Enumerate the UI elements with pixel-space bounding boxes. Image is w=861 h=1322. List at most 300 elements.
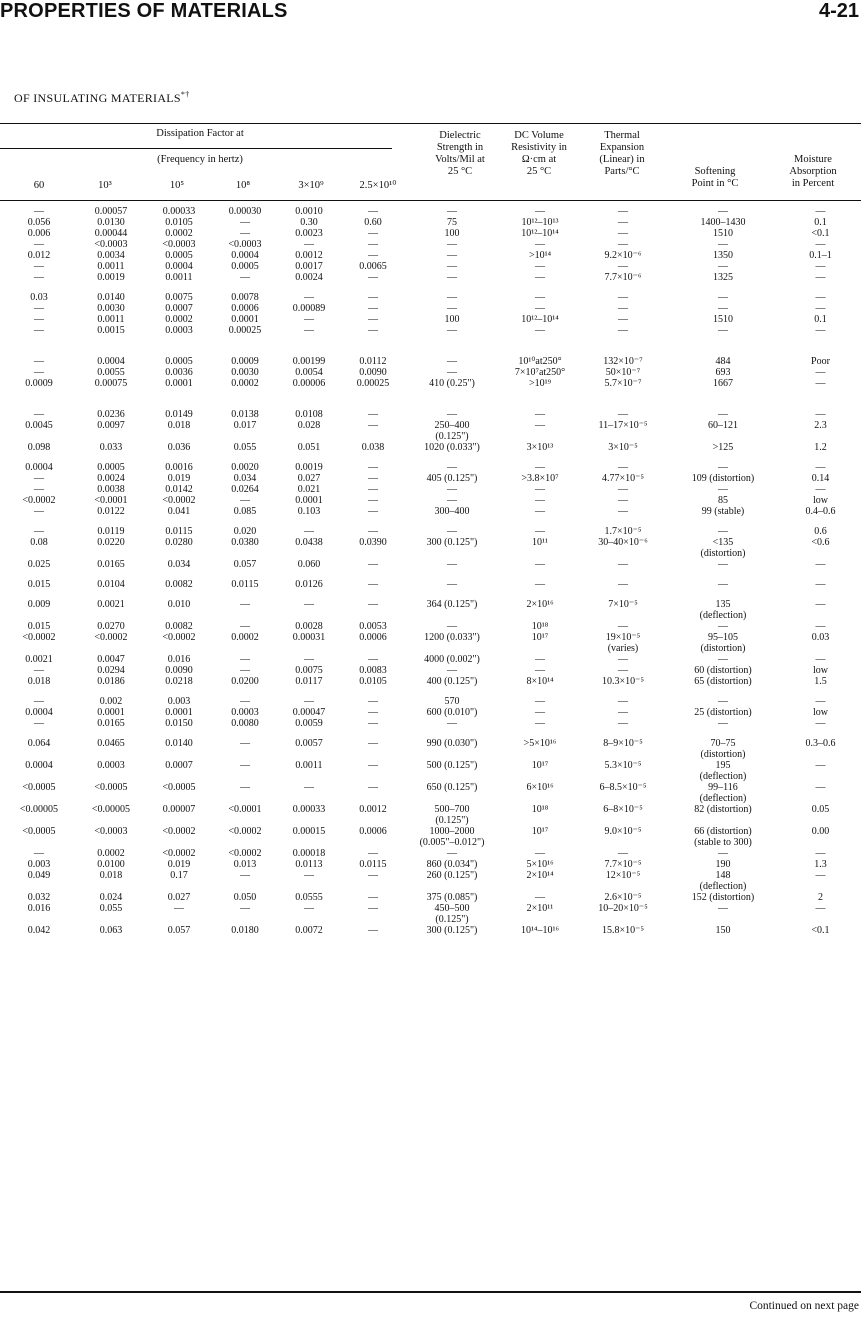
cell-softening-point: — — [718, 903, 728, 914]
cell-thermal-expansion: 15.8×10⁻⁵ — [602, 925, 644, 936]
cell-df-1e3: 0.0038 — [97, 484, 125, 495]
cell-dielectric-strength: — — [447, 718, 457, 729]
cell-dielectric-strength: — — [447, 272, 457, 283]
cell-df-3e9: 0.00015 — [292, 826, 326, 837]
cell-df-2-5e10: — — [368, 892, 378, 903]
cell-df-60: 0.006 — [27, 228, 51, 239]
table-row — [0, 632, 861, 654]
table-row — [0, 484, 861, 495]
cell-df-1e5: 0.019 — [167, 859, 191, 870]
table-row — [0, 654, 861, 665]
table-row — [0, 676, 861, 687]
cell-df-1e8: 0.050 — [233, 892, 257, 903]
cell-moisture-absorption: low — [813, 707, 828, 718]
cell-df-1e3: 0.0005 — [97, 462, 125, 473]
cell-df-1e3: 0.0004 — [97, 356, 125, 367]
table-row — [0, 303, 861, 314]
cell-softening-point: >125 — [712, 442, 734, 453]
cell-df-2-5e10: — — [368, 707, 378, 718]
cell-volume-resistivity: >10¹⁴ — [528, 250, 552, 261]
table-row — [0, 859, 861, 870]
cell-volume-resistivity: 10¹²–10¹⁴ — [521, 314, 559, 325]
cell-df-1e8: 0.0380 — [231, 537, 259, 548]
cell-volume-resistivity: — — [535, 654, 545, 665]
cell-df-2-5e10: — — [368, 718, 378, 729]
spacer-cell — [0, 336, 861, 356]
cell-df-1e5: 0.018 — [167, 420, 191, 431]
cell-df-1e3: 0.0104 — [97, 579, 125, 590]
page-number: 4-21 — [818, 0, 859, 22]
header-bottom-rule — [0, 200, 861, 201]
row-spacer — [0, 517, 861, 526]
cell-df-1e8: 0.00025 — [228, 325, 262, 336]
table-row — [0, 473, 861, 484]
table-bottom-rule — [0, 1291, 861, 1293]
cell-volume-resistivity: — — [535, 718, 545, 729]
table-row — [0, 707, 861, 718]
cell-volume-resistivity: 10¹⁴–10¹⁶ — [521, 925, 559, 936]
cell-softening-point: 109 (distortion) — [691, 473, 755, 484]
cell-moisture-absorption: — — [815, 599, 826, 610]
cell-df-3e9: 0.00006 — [292, 378, 326, 389]
cell-df-2-5e10: 0.0090 — [359, 367, 387, 378]
cell-df-2-5e10: — — [368, 738, 378, 749]
cell-df-1e8: 0.0002 — [231, 378, 259, 389]
cell-softening-point: — — [718, 718, 728, 729]
cell-volume-resistivity: 6×10¹⁶ — [526, 782, 554, 793]
table-row — [0, 261, 861, 272]
cell-df-3e9: — — [304, 654, 314, 665]
cell-dielectric-strength: 260 (0.125") — [426, 870, 478, 881]
cell-df-1e8: — — [240, 760, 250, 771]
cell-volume-resistivity: — — [535, 696, 545, 707]
cell-df-3e9: — — [304, 599, 314, 610]
cell-df-2-5e10: — — [368, 495, 378, 506]
cell-thermal-expansion: 2.6×10⁻⁵ — [604, 892, 642, 903]
cell-df-3e9: 0.060 — [297, 559, 321, 570]
cell-moisture-absorption: — — [815, 325, 826, 336]
cell-moisture-absorption: — — [815, 303, 826, 314]
cell-df-1e8: 0.00030 — [228, 206, 262, 217]
cell-moisture-absorption: — — [815, 903, 826, 914]
cell-df-3e9: 0.103 — [297, 506, 321, 517]
cell-softening-point: 65 (distortion) — [694, 676, 752, 687]
cell-df-2-5e10: — — [368, 696, 378, 707]
cell-moisture-absorption: — — [815, 621, 826, 632]
cell-df-3e9: — — [304, 782, 314, 793]
cell-df-1e8: — — [240, 696, 250, 707]
cell-thermal-expansion: — — [618, 621, 628, 632]
cell-df-1e3: <0.0001 — [94, 495, 128, 506]
cell-df-60: — — [34, 473, 44, 484]
cell-df-60: — — [34, 314, 44, 325]
cell-volume-resistivity: — — [535, 261, 545, 272]
cell-df-1e3: 0.018 — [99, 870, 123, 881]
cell-df-2-5e10: — — [368, 420, 378, 431]
cell-df-1e5: 0.016 — [167, 654, 191, 665]
cell-moisture-absorption: — — [815, 782, 826, 793]
cell-dielectric-strength: 4000 (0.002") — [424, 654, 480, 665]
cell-thermal-expansion: — — [618, 559, 628, 570]
cell-df-1e5: 0.0001 — [165, 707, 193, 718]
cell-df-1e5: 0.0016 — [165, 462, 193, 473]
cell-df-1e3: 0.0270 — [97, 621, 125, 632]
cell-df-1e3: 0.00044 — [94, 228, 128, 239]
table-row — [0, 314, 861, 325]
cell-volume-resistivity: — — [535, 665, 545, 676]
cell-df-2-5e10: — — [368, 559, 378, 570]
table-row — [0, 495, 861, 506]
cell-thermal-expansion: 7.7×10⁻⁵ — [604, 859, 642, 870]
cell-dielectric-strength: 300 (0.125") — [426, 925, 478, 936]
cell-df-1e5: 0.019 — [167, 473, 191, 484]
cell-softening-point: 1400–1430 — [700, 217, 746, 228]
cell-volume-resistivity: — — [535, 484, 545, 495]
cell-df-60: — — [34, 239, 44, 250]
cell-thermal-expansion: 7×10⁻⁵ — [608, 599, 638, 610]
cell-df-1e5: 0.027 — [167, 892, 191, 903]
cell-df-3e9: 0.0113 — [295, 859, 323, 870]
cell-df-2-5e10: 0.0012 — [359, 804, 387, 815]
table-row — [0, 367, 861, 378]
table-row — [0, 325, 861, 336]
cell-df-3e9: 0.0126 — [295, 579, 323, 590]
cell-softening-point: — — [718, 848, 728, 859]
cell-df-1e8: 0.0003 — [231, 707, 259, 718]
table-row — [0, 718, 861, 729]
cell-df-3e9: 0.00033 — [292, 804, 326, 815]
cell-softening-point: — — [718, 325, 728, 336]
cell-volume-resistivity: — — [535, 239, 545, 250]
cell-thermal-expansion: — — [618, 292, 628, 303]
cell-dielectric-strength: 570 — [444, 696, 460, 707]
cell-df-3e9: 0.00047 — [292, 707, 326, 718]
cell-df-2-5e10: 0.0006 — [359, 826, 387, 837]
cell-volume-resistivity: 10¹²–10¹⁴ — [521, 228, 559, 239]
cell-dielectric-strength: 300 (0.125") — [426, 537, 478, 548]
cell-dielectric-strength: — — [447, 559, 457, 570]
running-header — [0, 0, 861, 24]
cell-df-60: — — [34, 718, 44, 729]
cell-df-3e9: 0.0057 — [295, 738, 323, 749]
caption-note: *† — [180, 90, 190, 99]
cell-dielectric-strength: 250–400 (0.125") — [434, 420, 470, 442]
table-row — [0, 925, 861, 936]
cell-softening-point: — — [718, 462, 728, 473]
cell-thermal-expansion: — — [618, 696, 628, 707]
cell-volume-resistivity: — — [535, 848, 545, 859]
cell-df-1e3: 0.0130 — [97, 217, 125, 228]
cell-df-1e5: 0.0005 — [165, 356, 193, 367]
cell-moisture-absorption: low — [813, 495, 828, 506]
cell-df-1e3: 0.0003 — [97, 760, 125, 771]
cell-df-60: — — [34, 325, 44, 336]
table-row — [0, 579, 861, 590]
cell-df-1e5: 0.0142 — [165, 484, 193, 495]
cell-softening-point: 99–116 (deflection) — [699, 782, 747, 804]
table-row — [0, 903, 861, 925]
cell-df-2-5e10: — — [368, 462, 378, 473]
table-row — [0, 272, 861, 283]
cell-df-3e9: 0.0075 — [295, 665, 323, 676]
cell-df-3e9: 0.0438 — [295, 537, 323, 548]
cell-df-3e9: 0.028 — [297, 420, 321, 431]
freq-60: 60 — [33, 180, 45, 191]
cell-df-1e3: <0.0002 — [94, 632, 128, 643]
cell-softening-point: 1510 — [713, 314, 733, 325]
cell-df-1e3: 0.055 — [99, 903, 123, 914]
cell-dielectric-strength: — — [447, 462, 457, 473]
freq-2-5e10: 2.5×10¹⁰ — [359, 180, 397, 191]
cell-df-1e5: 0.0218 — [165, 676, 193, 687]
row-spacer — [0, 729, 861, 738]
cell-df-3e9: 0.0054 — [295, 367, 323, 378]
cell-softening-point: — — [718, 239, 728, 250]
spacer-cell — [0, 570, 861, 579]
cell-df-1e5: 0.0105 — [165, 217, 193, 228]
cell-moisture-absorption: — — [815, 579, 826, 590]
cell-thermal-expansion: 30–40×10⁻⁶ — [598, 537, 648, 548]
cell-df-60: 0.03 — [30, 292, 48, 303]
cell-df-1e3: 0.0294 — [97, 665, 125, 676]
dielectric-heading: Dielectric Strength in Volts/Mil at 25 °C — [435, 130, 485, 177]
cell-moisture-absorption: — — [815, 760, 826, 771]
row-spacer — [0, 453, 861, 462]
cell-df-1e5: 0.17 — [170, 870, 188, 881]
cell-dielectric-strength: 1200 (0.033") — [424, 632, 480, 643]
spacer-cell — [0, 453, 861, 462]
cell-df-60: 0.0004 — [25, 462, 53, 473]
cell-softening-point: 1510 — [713, 228, 733, 239]
cell-df-2-5e10: — — [368, 239, 378, 250]
cell-softening-point: — — [718, 292, 728, 303]
cell-softening-point: 60 (distortion) — [694, 665, 752, 676]
cell-df-60: 0.08 — [30, 537, 48, 548]
cell-softening-point: — — [718, 484, 728, 495]
cell-df-1e3: 0.0140 — [97, 292, 125, 303]
table-row — [0, 442, 861, 453]
resistivity-heading: DC Volume Resistivity in Ω·cm at 25 °C — [511, 130, 567, 177]
row-spacer — [0, 389, 861, 409]
cell-dielectric-strength: 410 (0.25") — [429, 378, 475, 389]
cell-df-60: 0.032 — [27, 892, 51, 903]
cell-df-60: 0.0004 — [25, 760, 53, 771]
cell-df-60: 0.018 — [27, 676, 51, 687]
cell-df-1e8: — — [240, 782, 250, 793]
cell-dielectric-strength: 450–500 (0.125") — [434, 903, 470, 925]
cell-df-2-5e10: 0.0112 — [359, 356, 387, 367]
cell-volume-resistivity: 10¹²–10¹³ — [521, 217, 559, 228]
cell-df-60: — — [34, 367, 44, 378]
table-row — [0, 228, 861, 239]
cell-thermal-expansion: 7.7×10⁻⁶ — [604, 272, 642, 283]
cell-moisture-absorption: 1.5 — [814, 676, 827, 687]
cell-moisture-absorption: 0.1 — [814, 314, 827, 325]
table-row — [0, 506, 861, 517]
cell-df-2-5e10: 0.0115 — [359, 859, 387, 870]
cell-df-60: 0.009 — [27, 599, 51, 610]
cell-df-3e9: 0.0028 — [295, 621, 323, 632]
cell-df-1e5: 0.0036 — [165, 367, 193, 378]
cell-df-3e9: 0.0059 — [295, 718, 323, 729]
cell-volume-resistivity: >10¹⁹ — [528, 378, 552, 389]
cell-df-3e9: 0.30 — [300, 217, 318, 228]
cell-df-60: 0.0045 — [25, 420, 53, 431]
cell-moisture-absorption: 0.1 — [814, 217, 827, 228]
table-row — [0, 870, 861, 892]
table-row — [0, 537, 861, 559]
cell-moisture-absorption: 2 — [818, 892, 823, 903]
cell-moisture-absorption: <0.1 — [811, 228, 830, 239]
freq-3e9: 3×10⁹ — [298, 180, 324, 191]
cell-df-1e5: 0.0150 — [165, 718, 193, 729]
cell-df-1e5: 0.0149 — [165, 409, 193, 420]
cell-df-1e8: 0.0030 — [231, 367, 259, 378]
cell-dielectric-strength: 600 (0.010") — [426, 707, 478, 718]
table-caption — [14, 90, 190, 106]
cell-moisture-absorption: — — [815, 559, 826, 570]
cell-df-60: 0.0004 — [25, 707, 53, 718]
softening-heading: Softening Point in °C — [691, 166, 739, 189]
cell-thermal-expansion: — — [618, 665, 628, 676]
cell-dielectric-strength: — — [447, 292, 457, 303]
cell-df-60: <0.00005 — [19, 804, 59, 815]
cell-df-1e3: 0.0220 — [97, 537, 125, 548]
cell-df-1e5: 0.057 — [167, 925, 191, 936]
cell-df-1e8: 0.057 — [233, 559, 257, 570]
cell-thermal-expansion: 11–17×10⁻⁵ — [598, 420, 648, 431]
cell-softening-point: 66 (distortion) (stable to 300) — [694, 826, 752, 848]
table-row — [0, 782, 861, 804]
cell-df-2-5e10: — — [368, 228, 378, 239]
cell-df-2-5e10: — — [368, 250, 378, 261]
cell-df-3e9: 0.00089 — [292, 303, 326, 314]
cell-volume-resistivity: 10¹⁸ — [531, 621, 549, 632]
cell-softening-point: — — [718, 206, 728, 217]
cell-softening-point: — — [718, 303, 728, 314]
cell-thermal-expansion: — — [618, 314, 628, 325]
cell-volume-resistivity: — — [535, 462, 545, 473]
cell-df-1e8: — — [240, 903, 250, 914]
cell-df-1e5: <0.0002 — [162, 848, 196, 859]
cell-df-1e3: 0.00057 — [94, 206, 128, 217]
cell-df-1e5: 0.0082 — [165, 579, 193, 590]
cell-df-3e9: 0.0023 — [295, 228, 323, 239]
cell-volume-resistivity: >3.8×10⁷ — [521, 473, 559, 484]
cell-thermal-expansion: — — [618, 718, 628, 729]
cell-dielectric-strength: — — [447, 579, 457, 590]
cell-thermal-expansion: — — [618, 579, 628, 590]
cell-df-60: — — [34, 848, 44, 859]
cell-dielectric-strength: 1000–2000 (0.005"–0.012") — [419, 826, 485, 848]
cell-df-60: 0.064 — [27, 738, 51, 749]
cell-df-3e9: 0.0555 — [295, 892, 323, 903]
cell-df-1e8: 0.0180 — [231, 925, 259, 936]
cell-dielectric-strength: — — [447, 526, 457, 537]
cell-df-1e8: — — [240, 654, 250, 665]
cell-df-3e9: — — [304, 696, 314, 707]
cell-df-1e8: 0.0005 — [231, 261, 259, 272]
expansion-heading: Thermal Expansion (Linear) in Parts/°C — [599, 130, 645, 177]
cell-volume-resistivity: 3×10¹³ — [526, 442, 554, 453]
cell-volume-resistivity: 7×10⁷at250° — [514, 367, 566, 378]
cell-df-1e5: 0.0004 — [165, 261, 193, 272]
cell-df-1e5: 0.041 — [167, 506, 191, 517]
cell-df-60: — — [34, 303, 44, 314]
cell-df-1e3: 0.0236 — [97, 409, 125, 420]
cell-df-1e3: 0.0002 — [97, 848, 125, 859]
cell-df-60: <0.0005 — [22, 826, 56, 837]
cell-df-2-5e10: 0.038 — [361, 442, 385, 453]
cell-softening-point: — — [718, 654, 728, 665]
cell-thermal-expansion: 8–9×10⁻⁵ — [603, 738, 643, 749]
cell-df-3e9: 0.00031 — [292, 632, 326, 643]
cell-df-1e8: 0.0009 — [231, 356, 259, 367]
table-row — [0, 804, 861, 826]
cell-df-2-5e10: — — [368, 409, 378, 420]
cell-softening-point: 95–105 (distortion) — [700, 632, 746, 654]
cell-df-1e5: 0.036 — [167, 442, 191, 453]
cell-df-1e8: 0.085 — [233, 506, 257, 517]
cell-df-2-5e10: — — [368, 303, 378, 314]
cell-thermal-expansion: — — [618, 495, 628, 506]
cell-df-1e5: <0.0005 — [162, 782, 196, 793]
cell-df-1e3: 0.063 — [99, 925, 123, 936]
cell-df-1e8: — — [240, 495, 250, 506]
cell-softening-point: 693 — [715, 367, 731, 378]
cell-volume-resistivity: — — [535, 579, 545, 590]
cell-df-1e5: 0.0001 — [165, 378, 193, 389]
cell-thermal-expansion: — — [618, 707, 628, 718]
cell-moisture-absorption: — — [815, 239, 826, 250]
cell-df-1e5: 0.0011 — [165, 272, 193, 283]
cell-df-3e9: — — [304, 870, 314, 881]
cell-dielectric-strength: 100 — [444, 228, 460, 239]
cell-df-1e8: <0.0003 — [228, 239, 262, 250]
cell-df-60: 0.0009 — [25, 378, 53, 389]
cell-thermal-expansion: — — [618, 654, 628, 665]
running-title: PROPERTIES OF MATERIALS — [0, 0, 288, 22]
cell-df-60: 0.0021 — [25, 654, 53, 665]
table-row — [0, 250, 861, 261]
moisture-heading: Moisture Absorption in Percent — [789, 154, 837, 189]
cell-df-2-5e10: 0.0083 — [359, 665, 387, 676]
cell-dielectric-strength: 500 (0.125") — [426, 760, 478, 771]
table-row — [0, 738, 861, 760]
cell-df-3e9: 0.027 — [297, 473, 321, 484]
cell-df-1e3: 0.0465 — [97, 738, 125, 749]
cell-volume-resistivity: — — [535, 420, 545, 431]
cell-thermal-expansion: — — [618, 217, 628, 228]
cell-thermal-expansion: 10.3×10⁻⁵ — [602, 676, 644, 687]
cell-softening-point: 190 — [715, 859, 731, 870]
cell-thermal-expansion: 9.2×10⁻⁶ — [604, 250, 642, 261]
cell-df-3e9: 0.0072 — [295, 925, 323, 936]
cell-df-3e9: 0.00199 — [292, 356, 326, 367]
cell-df-60: 0.003 — [27, 859, 51, 870]
cell-softening-point: 484 — [715, 356, 731, 367]
cell-moisture-absorption: — — [815, 378, 826, 389]
cell-df-1e3: 0.0034 — [97, 250, 125, 261]
table-row — [0, 621, 861, 632]
spacer-cell — [0, 389, 861, 409]
table-row — [0, 206, 861, 217]
cell-thermal-expansion: 6–8.5×10⁻⁵ — [599, 782, 647, 793]
cell-df-2-5e10: — — [368, 314, 378, 325]
cell-df-1e3: <0.0003 — [94, 826, 128, 837]
cell-dielectric-strength: 364 (0.125") — [426, 599, 478, 610]
cell-df-1e3: 0.0011 — [97, 314, 125, 325]
